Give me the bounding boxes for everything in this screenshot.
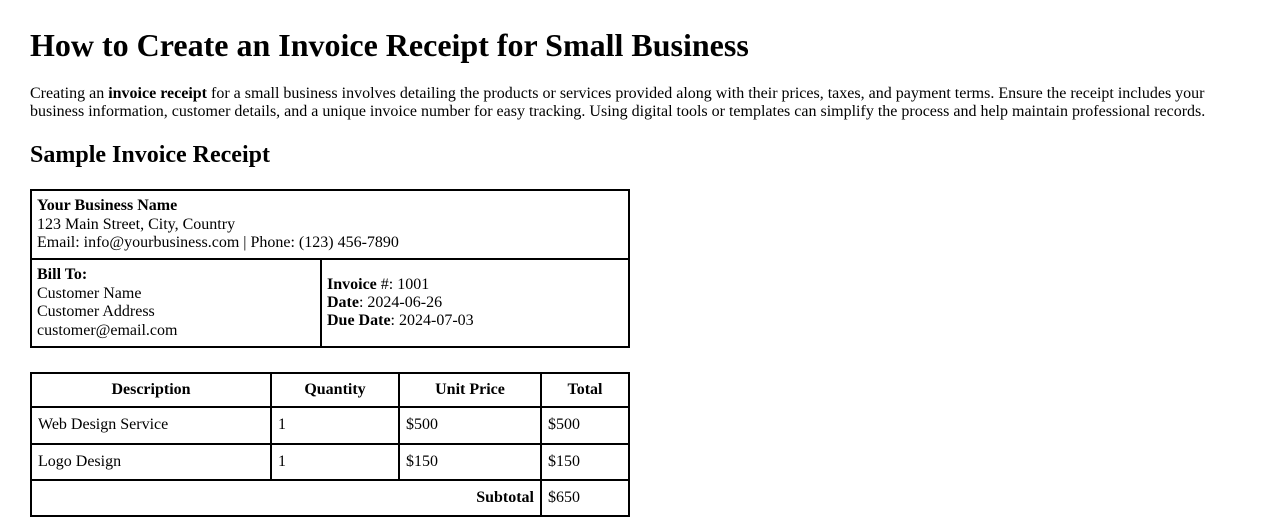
intro-text-bold: invoice receipt xyxy=(108,84,207,102)
invoice-info-table xyxy=(30,189,630,348)
invoice-date-line xyxy=(327,294,623,312)
header-quantity: Quantity xyxy=(271,373,399,407)
item-row xyxy=(31,407,629,443)
header-unit-price: Unit Price xyxy=(399,373,541,407)
billing-details-row xyxy=(31,259,629,347)
due-date-line xyxy=(327,312,623,330)
invoice-items-table xyxy=(30,372,630,518)
invoice-number-value: #: 1001 xyxy=(376,275,430,293)
business-info-cell xyxy=(31,190,629,259)
section-heading: Sample Invoice Receipt xyxy=(30,141,270,168)
item-total: $500 xyxy=(541,407,629,443)
invoice-date-label: Date xyxy=(327,293,359,311)
invoice-number-line xyxy=(327,276,623,294)
bill-to-cell xyxy=(31,259,321,347)
intro-text-start: Creating an xyxy=(30,84,109,102)
header-description: Description xyxy=(31,373,271,407)
due-date-value: : 2024-07-03 xyxy=(390,312,474,330)
intro-text-end: for a small business involves detailing the products or services provided along with their prices, taxes, and payment terms. Ensure the receipt includes your business information, customer details, and a unique invoice number for easy tracking. Using digital tools or templates can simplify the process and help maintain professional records. xyxy=(30,84,1206,121)
item-row xyxy=(31,444,629,480)
items-header-row xyxy=(31,373,629,407)
business-address: 123 Main Street, City, Country xyxy=(37,215,236,233)
item-total: $150 xyxy=(541,444,629,480)
invoice-number-label: Invoice xyxy=(327,275,377,293)
item-quantity: 1 xyxy=(271,444,399,480)
invoice-details-cell xyxy=(321,259,629,347)
page-title: How to Create an Invoice Receipt for Small Business xyxy=(30,27,749,63)
item-unit-price: $500 xyxy=(399,407,541,443)
item-description: Logo Design xyxy=(31,444,271,480)
bill-to-customer-email: customer@email.com xyxy=(37,321,178,339)
item-quantity: 1 xyxy=(271,407,399,443)
invoice-date-value: : 2024-06-26 xyxy=(358,293,443,311)
header-total: Total xyxy=(541,373,629,407)
bill-to-customer-name: Customer Name xyxy=(37,284,142,302)
item-unit-price: $150 xyxy=(399,444,541,480)
subtotal-label: Subtotal xyxy=(31,480,541,516)
business-contact: Email: info@yourbusiness.com | Phone: (123) 456-7890 xyxy=(37,233,399,251)
intro-paragraph xyxy=(30,85,1248,122)
business-info-row xyxy=(31,190,629,259)
business-name: Your Business Name xyxy=(37,197,178,215)
article-page xyxy=(0,27,1278,517)
item-description: Web Design Service xyxy=(31,407,271,443)
due-date-label: Due Date xyxy=(327,312,391,330)
bill-to-label: Bill To: xyxy=(37,266,88,284)
subtotal-row xyxy=(31,480,629,516)
bill-to-customer-address: Customer Address xyxy=(37,303,155,321)
subtotal-value: $650 xyxy=(541,480,629,516)
